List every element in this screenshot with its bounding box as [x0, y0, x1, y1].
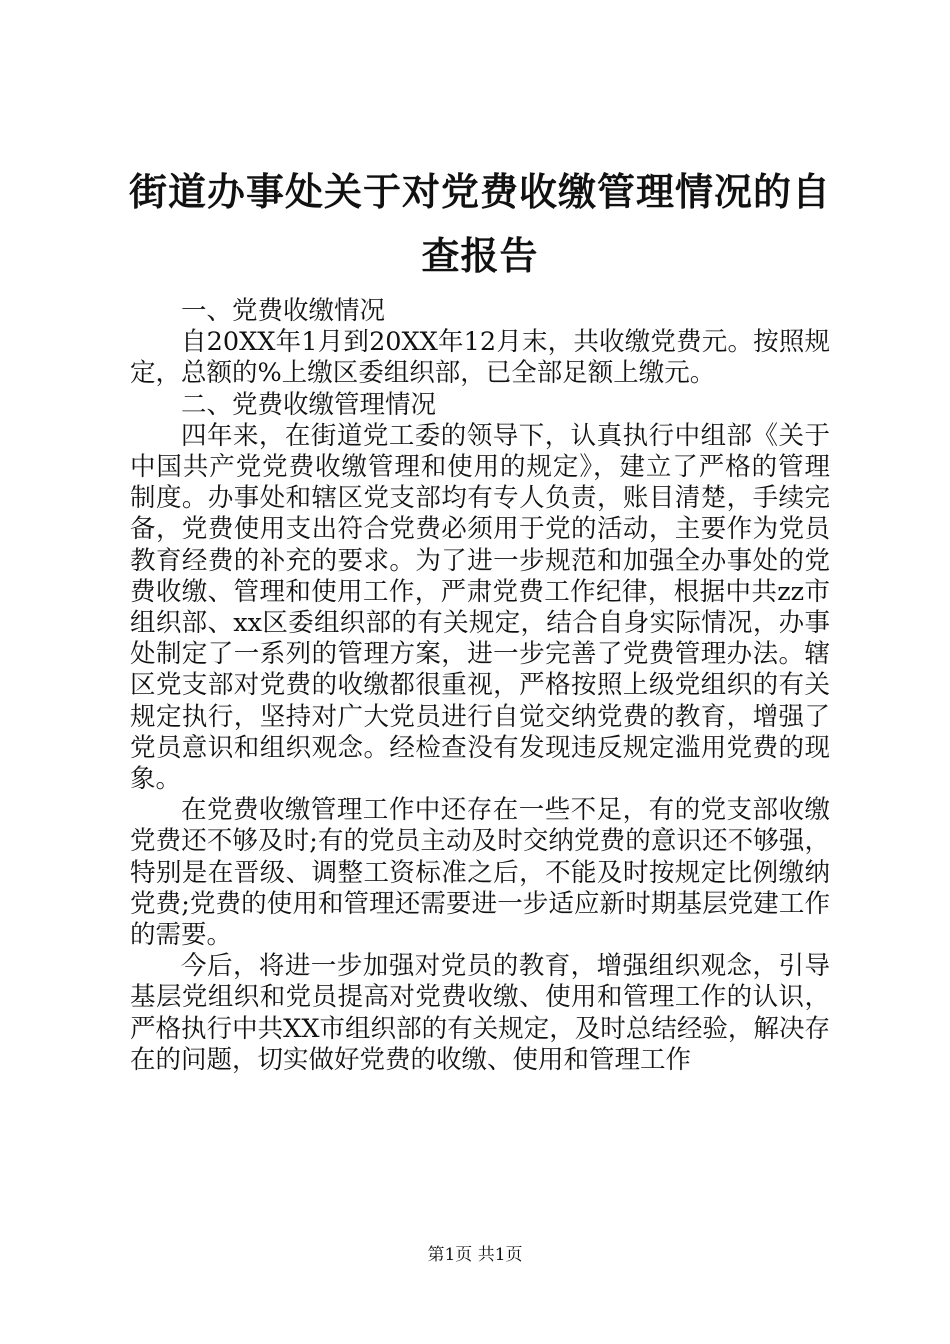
- document-title: 街道办事处关于对党费收缴管理情况的自查报告: [128, 170, 831, 278]
- paragraph-3: 在党费收缴管理工作中还存在一些不足，有的党支部收缴党费还不够及时;有的党员主动及时交纳党费的意识还不够强，特别是在晋级、调整工资标准之后，不能及时按规定比例缴纳党费;党费的使用和管理还需要进一步适应新时期基层党建工作的需要。: [130, 795, 830, 951]
- section-heading-1: 一、党费收缴情况: [181, 296, 386, 326]
- page-number-footer: 第1页 共1页: [427, 1245, 523, 1265]
- paragraph-1: 自20XX年1月到20XX年12月末，共收缴党费元。按照规定，总额的%上缴区委组织部，已全部足额上缴元。: [130, 327, 830, 389]
- paragraph-2: 四年来，在街道党工委的领导下，认真执行中组部《关于中国共产党党费收缴管理和使用的规定》，建立了严格的管理制度。办事处和辖区党支部均有专人负责，账目清楚，手续完备，党费使用支出符合党费必须用于党的活动，主要作为党员教育经费的补充的要求。为了进一步规范和加强全办事处的党费收缴、管理和使用工作，严肃党费工作纪律，根据中共zz市组织部、xx区委组织部的有关规定，结合自身实际情况，办事处制定了一系列的管理方案，进一步完善了党费管理办法。辖区党支部对党费的收缴都很重视，严格按照上级党组织的有关规定执行，坚持对广大党员进行自觉交纳党费的教育，增强了党员意识和组织观念。经检查没有发现违反规定滥用党费的现象。: [130, 420, 830, 795]
- section-heading-2: 二、党费收缴管理情况: [181, 389, 437, 420]
- paragraph-4: 今后，将进一步加强对党员的教育，增强组织观念，引导基层党组织和党员提高对党费收缴、使用和管理工作的认识，严格执行中共XX市组织部的有关规定，及时总结经验，解决存在的问题，切实做好党费的收缴、使用和管理工作: [130, 951, 830, 1075]
- document-body: [130, 296, 830, 1076]
